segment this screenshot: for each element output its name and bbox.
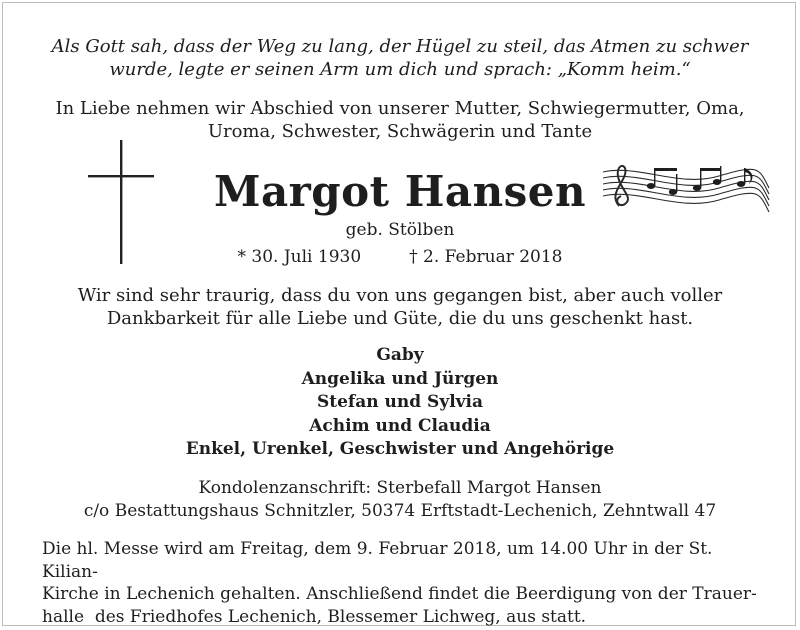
service-line: Die hl. Messe wird am Freitag, dem 9. Februar 2018, um 14.00 Uhr in der St. Kilian- <box>42 539 713 582</box>
message-line: Wir sind sehr traurig, dass du von uns gegangen bist, aber auch voller <box>77 285 723 306</box>
quote-line: Als Gott sah, dass der Weg zu lang, der Hügel zu steil, das Atmen zu schwer <box>51 36 749 57</box>
deceased-name: Margot Hansen <box>213 167 587 216</box>
mourner: Angelika und Jürgen <box>301 368 499 389</box>
life-dates <box>0 246 800 268</box>
condolence-address <box>0 477 800 523</box>
service-info <box>42 538 762 628</box>
intro-line: Uroma, Schwester, Schwägerin und Tante <box>207 121 593 142</box>
address-line: c/o Bestattungshaus Schnitzler, 50374 Erftstadt-Lechenich, Zehntwall 47 <box>83 501 717 521</box>
death-date: † 2. Februar 2018 <box>409 247 563 267</box>
message-line: Dankbarkeit für alle Liebe und Güte, die du uns geschenkt hast. <box>106 308 694 329</box>
quote-line: wurde, legte er seinen Arm um dich und sprach: „Komm heim.“ <box>109 59 691 80</box>
intro-line: In Liebe nehmen wir Abschied von unserer Mutter, Schwiegermutter, Oma, <box>55 98 745 119</box>
mourner: Enkel, Urenkel, Geschwister und Angehörige <box>185 439 615 459</box>
service-line: Kirche in Lechenich gehalten. Anschließend findet die Beerdigung von der Trauer- <box>42 584 757 604</box>
quote <box>0 35 800 81</box>
service-line: halle des Friedhofes Lechenich, Blessemer Lichweg, aus statt. <box>42 606 587 627</box>
message-text <box>0 284 800 330</box>
intro-text <box>0 97 800 143</box>
address-line: Kondolenzanschrift: Sterbefall Margot Hansen <box>198 478 602 498</box>
mourners-list <box>0 344 800 462</box>
birth-date: * 30. Juli 1930 <box>237 247 362 267</box>
mourner: Gaby <box>376 345 424 365</box>
birth-name: geb. Stölben <box>345 220 455 240</box>
mourner: Stefan und Sylvia <box>316 392 484 412</box>
mourner: Achim und Claudia <box>309 415 491 436</box>
